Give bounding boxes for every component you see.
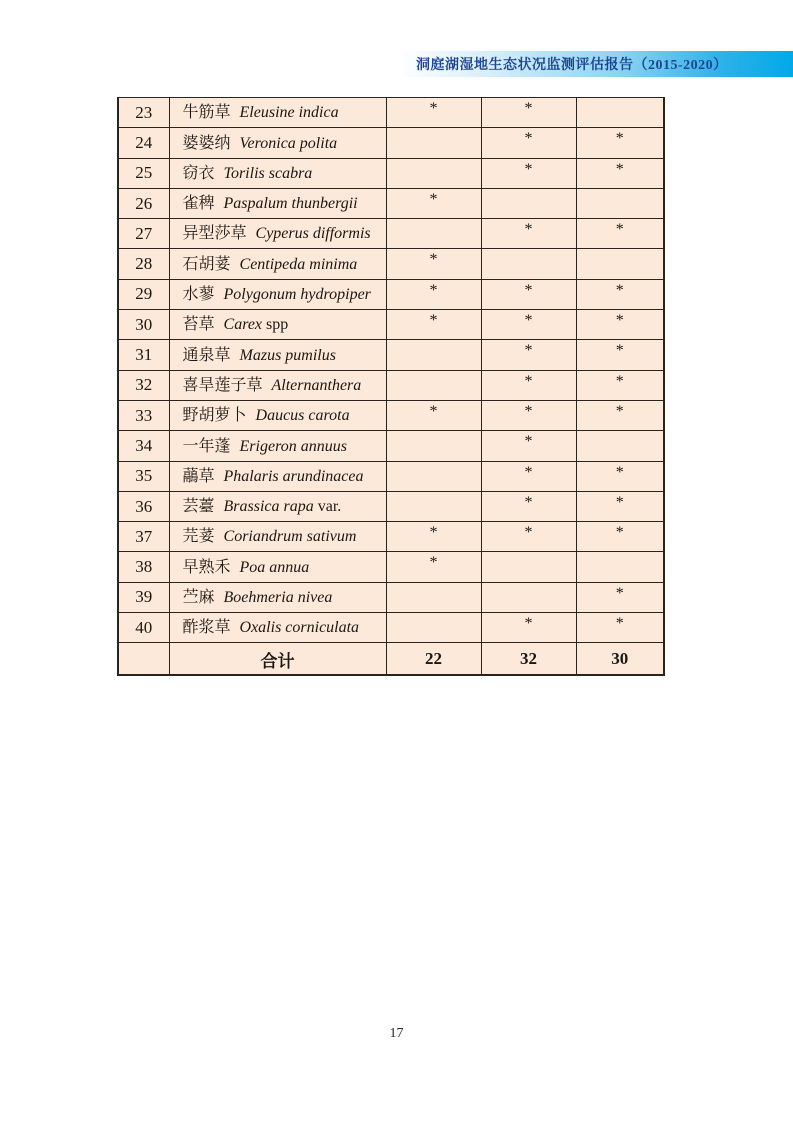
- mark-cell-1: *: [386, 400, 481, 430]
- table-row: [118, 400, 664, 430]
- row-number-cell: 35: [118, 461, 169, 491]
- table-row: [118, 552, 664, 582]
- mark-cell-2: [481, 552, 576, 582]
- species-name-cell: [169, 340, 386, 370]
- species-name-suffix: var.: [317, 498, 342, 516]
- species-latin-name: Paspalum thunbergii: [223, 195, 358, 213]
- total-row: [118, 643, 664, 675]
- mark-cell-3: *: [576, 370, 664, 400]
- row-number-cell: 28: [118, 249, 169, 279]
- row-number-cell: 29: [118, 279, 169, 309]
- page-number: 17: [389, 1026, 404, 1041]
- species-name-cell: [169, 613, 386, 643]
- mark-cell-1: *: [386, 552, 481, 582]
- mark-cell-3: *: [576, 522, 664, 552]
- species-latin-name: Centipeda minima: [239, 255, 358, 273]
- species-name-suffix: spp: [266, 316, 289, 334]
- species-name-cell: [169, 552, 386, 582]
- mark-cell-2: *: [481, 340, 576, 370]
- species-cn-name: 窃衣: [182, 164, 215, 182]
- table-body: [118, 98, 664, 643]
- table-row: [118, 188, 664, 218]
- species-cn-name: 苎麻: [182, 589, 215, 607]
- mark-cell-2: *: [481, 279, 576, 309]
- table-row: [118, 249, 664, 279]
- row-number-cell: 40: [118, 613, 169, 643]
- mark-cell-2: *: [481, 370, 576, 400]
- species-latin-name: Alternanthera: [271, 376, 362, 394]
- mark-cell-2: [481, 249, 576, 279]
- species-latin-name: Torilis scabra: [223, 164, 313, 182]
- table-row: [118, 491, 664, 521]
- species-latin-name: Eleusine indica: [239, 104, 339, 122]
- species-latin-name: Boehmeria nivea: [223, 589, 333, 607]
- mark-cell-1: [386, 582, 481, 612]
- mark-cell-3: *: [576, 461, 664, 491]
- mark-cell-3: [576, 552, 664, 582]
- mark-cell-1: [386, 613, 481, 643]
- species-cn-name: 婆婆纳: [182, 134, 231, 152]
- species-name-cell: [169, 370, 386, 400]
- header-bar: [402, 51, 793, 77]
- row-number-cell: 26: [118, 188, 169, 218]
- species-cn-name: 雀稗: [182, 195, 215, 213]
- mark-cell-2: *: [481, 491, 576, 521]
- mark-cell-3: *: [576, 158, 664, 188]
- table-row: [118, 613, 664, 643]
- mark-cell-1: [386, 158, 481, 188]
- mark-cell-2: [481, 582, 576, 612]
- mark-cell-3: *: [576, 219, 664, 249]
- species-latin-name: Cyperus difformis: [255, 225, 371, 243]
- mark-cell-1: *: [386, 279, 481, 309]
- table-row: [118, 279, 664, 309]
- species-latin-name: Erigeron annuus: [239, 437, 347, 455]
- species-cn-name: 水蓼: [182, 286, 215, 304]
- table-row: [118, 219, 664, 249]
- mark-cell-3: [576, 249, 664, 279]
- total-empty-cell: [118, 643, 169, 675]
- mark-cell-1: [386, 219, 481, 249]
- row-number-cell: 30: [118, 310, 169, 340]
- species-latin-name: Daucus carota: [255, 407, 350, 425]
- species-cn-name: 芸薹: [182, 498, 215, 516]
- total-label: 合计: [169, 643, 386, 675]
- species-name-cell: [169, 219, 386, 249]
- species-cn-name: 喜旱莲子草: [182, 376, 263, 394]
- mark-cell-2: *: [481, 400, 576, 430]
- table-row: [118, 461, 664, 491]
- mark-cell-1: *: [386, 188, 481, 218]
- species-cn-name: 异型莎草: [182, 225, 247, 243]
- species-name-cell: [169, 188, 386, 218]
- mark-cell-2: *: [481, 158, 576, 188]
- mark-cell-3: *: [576, 582, 664, 612]
- mark-cell-1: [386, 370, 481, 400]
- mark-cell-1: *: [386, 98, 481, 128]
- species-cn-name: 酢浆草: [182, 619, 231, 637]
- table-row: [118, 582, 664, 612]
- species-name-cell: [169, 310, 386, 340]
- row-number-cell: 31: [118, 340, 169, 370]
- row-number-cell: 34: [118, 431, 169, 461]
- mark-cell-2: *: [481, 522, 576, 552]
- species-name-cell: [169, 522, 386, 552]
- mark-cell-3: [576, 188, 664, 218]
- species-latin-name: Oxalis corniculata: [239, 619, 360, 637]
- mark-cell-3: [576, 98, 664, 128]
- species-cn-name: 虉草: [182, 467, 215, 485]
- species-latin-name: Polygonum hydropiper: [223, 286, 371, 304]
- mark-cell-2: *: [481, 461, 576, 491]
- table-row: [118, 370, 664, 400]
- mark-cell-3: *: [576, 491, 664, 521]
- species-name-cell: [169, 128, 386, 158]
- mark-cell-2: *: [481, 219, 576, 249]
- species-table: [117, 97, 665, 676]
- mark-cell-1: [386, 340, 481, 370]
- row-number-cell: 25: [118, 158, 169, 188]
- total-row-group: [118, 643, 664, 675]
- table-row: [118, 522, 664, 552]
- mark-cell-3: *: [576, 613, 664, 643]
- species-latin-name: Veronica polita: [239, 134, 338, 152]
- table-row: [118, 310, 664, 340]
- mark-cell-2: [481, 188, 576, 218]
- row-number-cell: 39: [118, 582, 169, 612]
- table-row: [118, 158, 664, 188]
- row-number-cell: 38: [118, 552, 169, 582]
- mark-cell-1: [386, 431, 481, 461]
- species-name-cell: [169, 431, 386, 461]
- species-latin-name: Coriandrum sativum: [223, 528, 357, 546]
- species-name-cell: [169, 249, 386, 279]
- mark-cell-3: *: [576, 279, 664, 309]
- species-latin-name: Brassica rapa: [223, 498, 314, 516]
- mark-cell-1: *: [386, 249, 481, 279]
- mark-cell-2: *: [481, 431, 576, 461]
- table-row: [118, 128, 664, 158]
- mark-cell-1: [386, 491, 481, 521]
- species-cn-name: 早熟禾: [182, 558, 231, 576]
- mark-cell-1: [386, 128, 481, 158]
- species-name-cell: [169, 158, 386, 188]
- row-number-cell: 24: [118, 128, 169, 158]
- row-number-cell: 37: [118, 522, 169, 552]
- mark-cell-1: [386, 461, 481, 491]
- mark-cell-2: *: [481, 310, 576, 340]
- mark-cell-2: *: [481, 613, 576, 643]
- row-number-cell: 36: [118, 491, 169, 521]
- mark-cell-2: *: [481, 128, 576, 158]
- row-number-cell: 27: [118, 219, 169, 249]
- mark-cell-3: *: [576, 128, 664, 158]
- species-cn-name: 通泉草: [182, 346, 231, 364]
- row-number-cell: 23: [118, 98, 169, 128]
- total-value-cell-2: 32: [481, 643, 576, 675]
- species-cn-name: 一年蓬: [182, 437, 231, 455]
- species-name-cell: [169, 582, 386, 612]
- mark-cell-1: *: [386, 522, 481, 552]
- total-value-cell-1: 22: [386, 643, 481, 675]
- species-latin-name: Carex: [223, 316, 263, 334]
- mark-cell-3: [576, 431, 664, 461]
- total-value-cell-3: 30: [576, 643, 664, 675]
- species-latin-name: Phalaris arundinacea: [223, 467, 364, 485]
- species-name-cell: [169, 491, 386, 521]
- species-name-cell: [169, 461, 386, 491]
- species-cn-name: 牛筋草: [182, 104, 231, 122]
- species-cn-name: 苔草: [182, 316, 215, 334]
- report-title: 洞庭湖湿地生态状况监测评估报告（2015-2020）: [416, 58, 728, 73]
- mark-cell-3: *: [576, 340, 664, 370]
- table-row: [118, 431, 664, 461]
- mark-cell-3: *: [576, 400, 664, 430]
- row-number-cell: 33: [118, 400, 169, 430]
- species-name-cell: [169, 400, 386, 430]
- table-row: [118, 98, 664, 128]
- species-cn-name: 石胡荽: [182, 255, 231, 273]
- species-latin-name: Mazus pumilus: [239, 346, 336, 364]
- species-name-cell: [169, 279, 386, 309]
- species-cn-name: 野胡萝卜: [182, 407, 247, 425]
- mark-cell-3: *: [576, 310, 664, 340]
- table-row: [118, 340, 664, 370]
- mark-cell-2: *: [481, 98, 576, 128]
- species-cn-name: 芫荽: [182, 528, 215, 546]
- mark-cell-1: *: [386, 310, 481, 340]
- species-latin-name: Poa annua: [239, 558, 310, 576]
- species-name-cell: [169, 98, 386, 128]
- row-number-cell: 32: [118, 370, 169, 400]
